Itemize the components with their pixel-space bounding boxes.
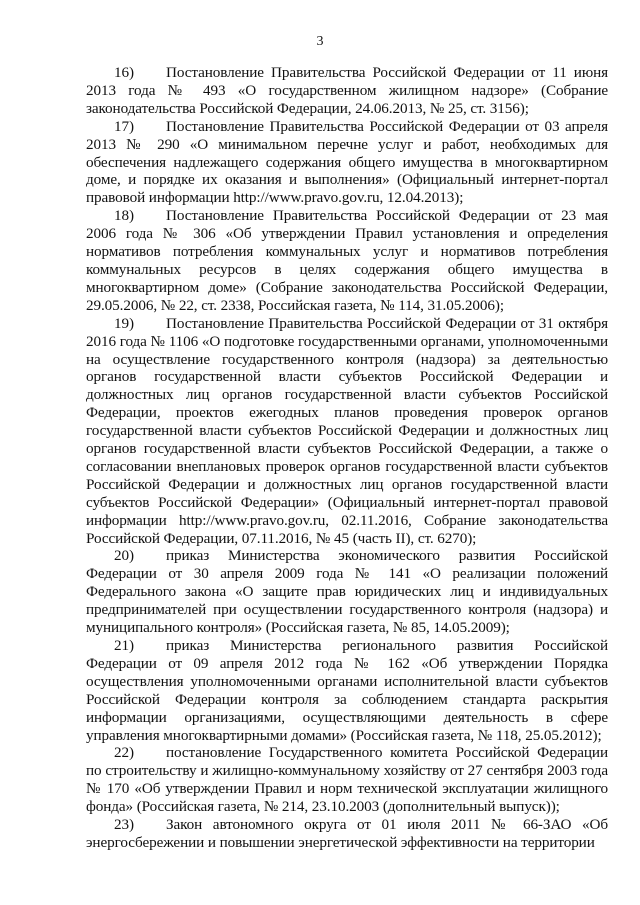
list-item-19 — [86, 315, 608, 548]
list-item-16 — [86, 64, 608, 118]
list-item-20 — [86, 547, 608, 637]
list-item-17 — [86, 118, 608, 208]
item-text: приказ Министерства экономического развития Российской Федерации от 30 апреля 2009 года № 141 «О реализации положений Федерального закона «О защите прав юридических лиц и индивидуальных предпринимателей при осуществлении государственного контроля (надзора) и муниципального контроля» (Российская газета, № 85, 14.05.2009); — [86, 547, 608, 637]
list-item-18 — [86, 207, 608, 314]
item-number: 20) — [114, 547, 134, 565]
item-text: Постановление Правительства Российской Федерации от 23 мая 2006 года № 306 «Об утверждении Правил установления и определения нормативов потребления коммунальных услуг и нормативов потребления коммунальных ресурсов в целях содержания общего имущества в многоквартирном доме» (Собрание законодательства Российской Федерации, 29.05.2006, № 22, ст. 2338, Российская газета, № 114, 31.05.2006); — [86, 207, 608, 314]
item-text: приказ Министерства регионального развития Российской Федерации от 09 апреля 2012 года № 162 «Об утверждении Порядка осуществления уполномоченными органами исполнительной власти субъектов Российской Федерации контроля за соблюдением стандарта раскрытия информации организациями, осуществляющими деятельность в сфере управления многоквартирными домами» (Российская газета, № 118, 25.05.2012); — [86, 637, 608, 744]
list-item-22 — [86, 744, 608, 816]
document-body — [86, 64, 608, 852]
item-text: Постановление Правительства Российской Федерации от 03 апреля 2013 № 290 «О минимальном перечне услуг и работ, необходимых для обеспечения надлежащего содержания общего имущества в многоквартирном доме, и порядке их оказания и выполнения» (Официальный интернет-портал правовой информации http://www.pravo.gov.ru, 12.04.2013); — [86, 117, 608, 207]
page-number: 3 — [316, 34, 324, 49]
item-text: Постановление Правительства Российской Федерации от 11 июня 2013 года № 493 «О государственном жилищном надзоре» (Собрание законодательства Российской Федерации, 24.06.2013, № 25, ст. 3156); — [86, 64, 608, 117]
item-text: постановление Государственного комитета Российской Федерации по строительству и жилищно-коммунальному хозяйству от 27 сентября 2003 года № 170 «Об утверждении Правил и норм технической эксплуатации жилищного фонда» (Российская газета, № 214, 23.10.2003 (дополнительный выпуск)); — [86, 744, 608, 816]
item-text: Постановление Правительства Российской Федерации от 31 октября 2016 года № 1106 «О подготовке государственными органами, уполномоченными на осуществление государственного контроля (надзора) за деятельностью органов государственной власти субъектов Российской Федерации и должностных лиц органов государственной власти субъектов Российской Федерации, проектов ежегодных планов проведения проверок органов государственной власти субъектов Российской Федерации и должностных лиц органов государственной власти субъектов Российской Федерации, а также о согласовании внеплановых проверок органов государственной власти субъектов Российской Федерации и должностных лиц органов государственной власти субъектов Российской Федерации» (Официальный интернет-портал правовой информации http://www.pravo.gov.ru, 02.11.2016, Собрание законодательства Российской Федерации, 07.11.2016, № 45 (часть II), ст. 6270); — [86, 314, 608, 547]
item-number: 21) — [114, 637, 134, 654]
list-item-23 — [86, 816, 608, 852]
item-number: 16) — [114, 64, 134, 81]
item-number: 22) — [114, 744, 134, 762]
list-item-21 — [86, 637, 608, 744]
item-number: 18) — [114, 207, 134, 225]
item-number: 17) — [114, 117, 134, 135]
item-number: 19) — [114, 314, 134, 332]
item-text: Закон автономного округа от 01 июля 2011 № 66-ЗАО «Об энергосбережении и повышении энергетической эффективности на территории — [86, 816, 608, 851]
item-number: 23) — [114, 816, 134, 834]
